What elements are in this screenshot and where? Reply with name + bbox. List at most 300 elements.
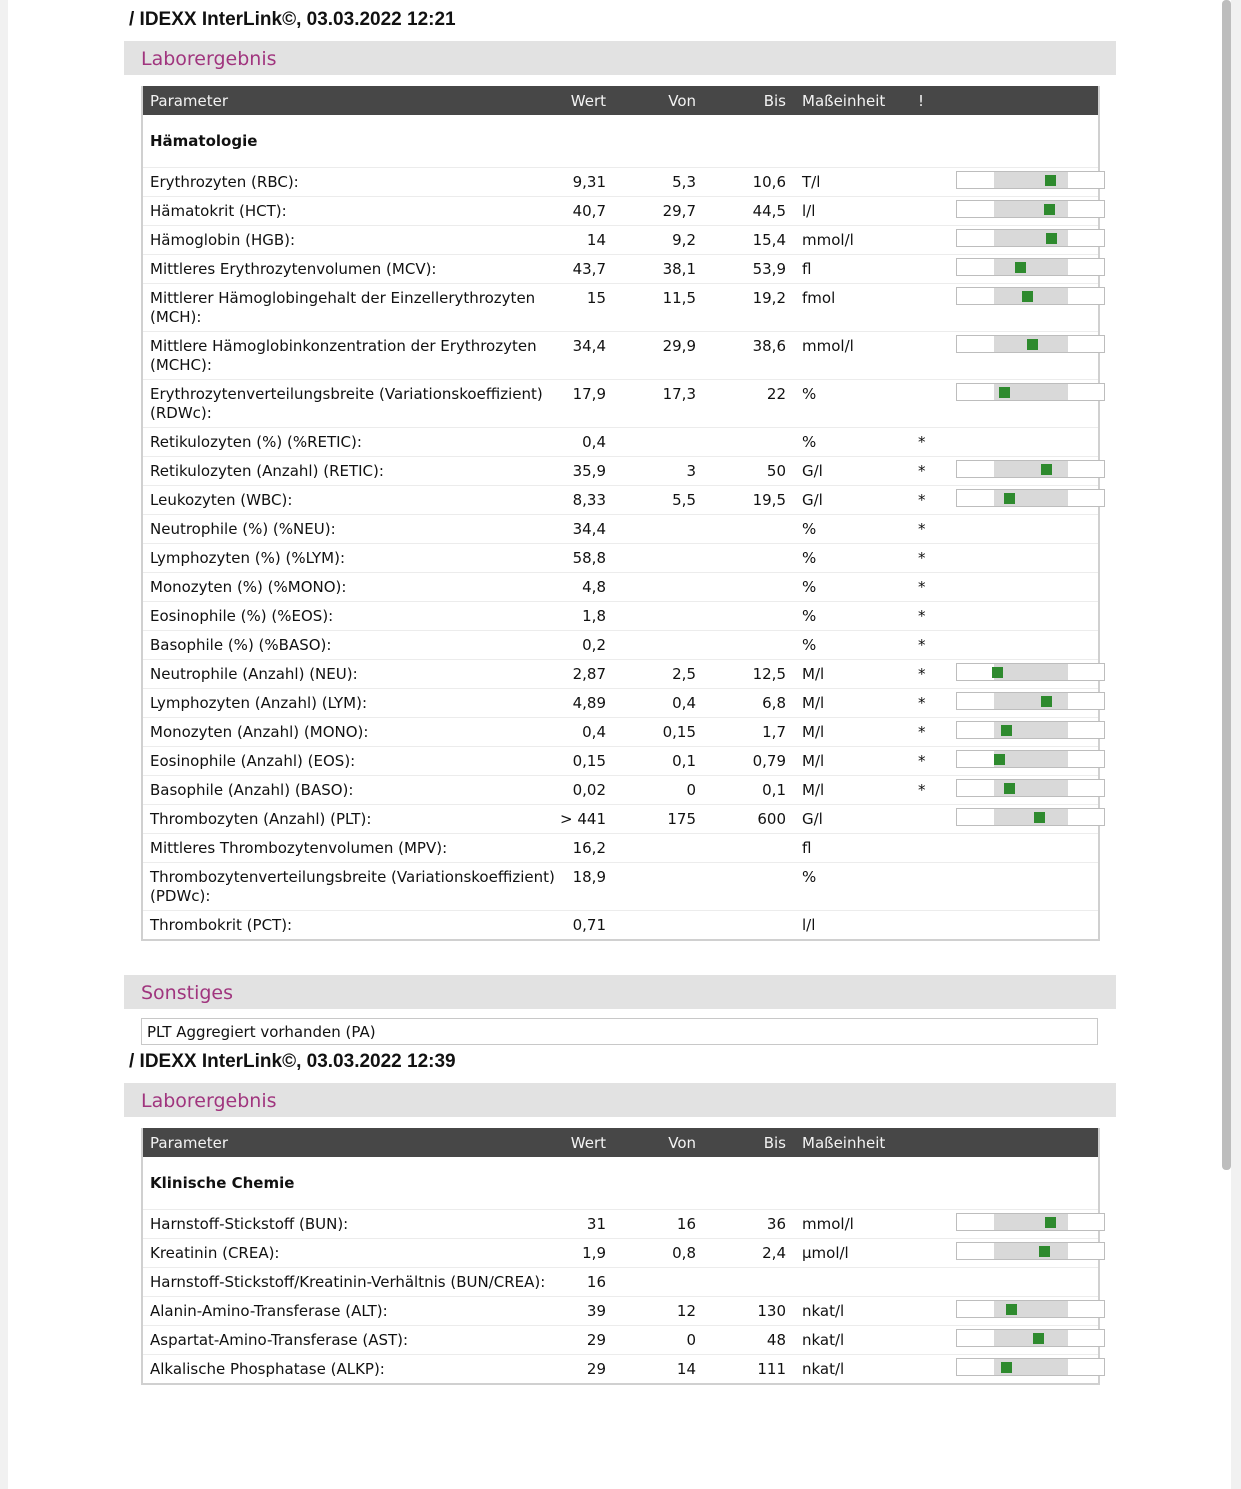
range-to: [696, 515, 786, 544]
flag: *: [916, 776, 956, 805]
range-bar: [956, 383, 1105, 401]
value: 34,4: [556, 332, 606, 380]
value: 0,4: [556, 428, 606, 457]
range-from: [606, 573, 696, 602]
value-marker: [1001, 725, 1012, 736]
range-bar-cell: [956, 428, 1099, 457]
range-bar-cell: [956, 284, 1099, 332]
unit: %: [786, 602, 916, 631]
value-marker: [1015, 262, 1026, 273]
table-row: [142, 573, 1099, 602]
range-bar: [956, 171, 1105, 189]
parameter-name: Leukozyten (WBC):: [142, 486, 556, 515]
range-bar-cell: [956, 332, 1099, 380]
parameter-name: Monozyten (Anzahl) (MONO):: [142, 718, 556, 747]
flag: [916, 805, 956, 834]
unit: µmol/l: [786, 1239, 916, 1268]
parameter-name: Retikulozyten (Anzahl) (RETIC):: [142, 457, 556, 486]
report-title-1: / IDEXX InterLink©, 03.03.2022 12:21: [129, 9, 456, 30]
range-to: [696, 428, 786, 457]
value: 34,4: [556, 515, 606, 544]
header-einheit: Maßeinheit: [786, 86, 916, 115]
unit: G/l: [786, 805, 916, 834]
range-from: [606, 544, 696, 573]
parameter-name: Hämoglobin (HGB):: [142, 226, 556, 255]
flag: *: [916, 515, 956, 544]
table-row: [142, 602, 1099, 631]
header-von: Von: [606, 1128, 696, 1157]
parameter-name: Thrombokrit (PCT):: [142, 911, 556, 941]
value: 39: [556, 1297, 606, 1326]
flag: [916, 226, 956, 255]
table-row: [142, 284, 1099, 332]
vertical-scrollbar[interactable]: [1222, 0, 1231, 1170]
value-marker: [1004, 493, 1015, 504]
table-row: [142, 1297, 1099, 1326]
range-bar-cell: [956, 805, 1099, 834]
range-bar-cell: [956, 776, 1099, 805]
range-to: [696, 863, 786, 911]
range-bar: [956, 692, 1105, 710]
flag: [916, 1355, 956, 1385]
value: 29: [556, 1326, 606, 1355]
value-marker: [1041, 696, 1052, 707]
value-marker: [1045, 175, 1056, 186]
range-from: 14: [606, 1355, 696, 1385]
value-marker: [999, 387, 1010, 398]
range-bar-cell: [956, 544, 1099, 573]
table-row: [142, 168, 1099, 197]
range-bar-cell: [956, 631, 1099, 660]
unit: G/l: [786, 457, 916, 486]
flag: *: [916, 428, 956, 457]
range-from: 0: [606, 776, 696, 805]
value-marker: [1004, 783, 1015, 794]
range-from: 17,3: [606, 380, 696, 428]
header-range-bar: [956, 86, 1099, 115]
value: 2,87: [556, 660, 606, 689]
parameter-name: Hämatokrit (HCT):: [142, 197, 556, 226]
value: 35,9: [556, 457, 606, 486]
range-to: 2,4: [696, 1239, 786, 1268]
parameter-name: Harnstoff-Stickstoff (BUN):: [142, 1210, 556, 1239]
parameter-name: Mittlerer Hämoglobingehalt der Einzellerythrozyten (MCH):: [142, 284, 556, 332]
flag: *: [916, 573, 956, 602]
unit: M/l: [786, 660, 916, 689]
range-to: 44,5: [696, 197, 786, 226]
parameter-name: Harnstoff-Stickstoff/Kreatinin-Verhältnis (BUN/CREA):: [142, 1268, 556, 1297]
range-to: 0,1: [696, 776, 786, 805]
section-title: Sonstiges: [141, 982, 234, 1004]
reference-range: [994, 201, 1068, 217]
parameter-name: Eosinophile (Anzahl) (EOS):: [142, 747, 556, 776]
flag: [916, 255, 956, 284]
range-to: 15,4: [696, 226, 786, 255]
range-to: 1,7: [696, 718, 786, 747]
range-to: 48: [696, 1326, 786, 1355]
range-bar-cell: [956, 1297, 1099, 1326]
flag: [916, 1268, 956, 1297]
flag: *: [916, 747, 956, 776]
range-from: 38,1: [606, 255, 696, 284]
parameter-name: Neutrophile (Anzahl) (NEU):: [142, 660, 556, 689]
parameter-name: Mittleres Thrombozytenvolumen (MPV):: [142, 834, 556, 863]
flag: [916, 1239, 956, 1268]
chemistry-results-table: [141, 1128, 1100, 1385]
unit: %: [786, 631, 916, 660]
reference-range: [994, 1243, 1068, 1259]
parameter-name: Erythrozyten (RBC):: [142, 168, 556, 197]
header-parameter: Parameter: [142, 1128, 556, 1157]
table-row: [142, 515, 1099, 544]
unit: M/l: [786, 689, 916, 718]
hematology-results-table: [141, 86, 1100, 941]
range-bar: [956, 287, 1105, 305]
range-bar-cell: [956, 1326, 1099, 1355]
range-from: 3: [606, 457, 696, 486]
flag: *: [916, 457, 956, 486]
table-row: [142, 1355, 1099, 1385]
table-row: [142, 863, 1099, 911]
parameter-name: Eosinophile (%) (%EOS):: [142, 602, 556, 631]
flag: [916, 1210, 956, 1239]
unit: M/l: [786, 718, 916, 747]
value: 0,02: [556, 776, 606, 805]
table-row: [142, 332, 1099, 380]
unit: M/l: [786, 776, 916, 805]
reference-range: [994, 809, 1068, 825]
range-to: 130: [696, 1297, 786, 1326]
range-bar: [956, 460, 1105, 478]
table-row: [142, 805, 1099, 834]
reference-range: [994, 259, 1068, 275]
range-bar: [956, 1213, 1105, 1231]
flag: [916, 380, 956, 428]
range-from: [606, 911, 696, 941]
range-bar-cell: [956, 1239, 1099, 1268]
range-bar-cell: [956, 911, 1099, 941]
range-to: [696, 573, 786, 602]
range-to: [696, 1268, 786, 1297]
unit: nkat/l: [786, 1297, 916, 1326]
range-from: [606, 428, 696, 457]
table-row: [142, 718, 1099, 747]
section-title: Laborergebnis: [141, 48, 277, 70]
table-header-row: [142, 1128, 1099, 1157]
value: 16,2: [556, 834, 606, 863]
table-row: [142, 428, 1099, 457]
range-from: 29,7: [606, 197, 696, 226]
unit: T/l: [786, 168, 916, 197]
range-to: 19,5: [696, 486, 786, 515]
flag: [916, 911, 956, 941]
flag: [916, 863, 956, 911]
range-bar-cell: [956, 380, 1099, 428]
flag: *: [916, 602, 956, 631]
value-marker: [1044, 204, 1055, 215]
unit: l/l: [786, 911, 916, 941]
flag: *: [916, 544, 956, 573]
range-to: 600: [696, 805, 786, 834]
range-from: 11,5: [606, 284, 696, 332]
range-to: [696, 834, 786, 863]
value-marker: [992, 667, 1003, 678]
section-header-laborergebnis-1: [124, 41, 1116, 75]
table-row: [142, 457, 1099, 486]
table-row: [142, 1239, 1099, 1268]
range-bar: [956, 1358, 1105, 1376]
parameter-name: Retikulozyten (%) (%RETIC):: [142, 428, 556, 457]
table-row: [142, 911, 1099, 941]
value: 15: [556, 284, 606, 332]
unit: %: [786, 428, 916, 457]
table-row: [142, 197, 1099, 226]
range-bar-cell: [956, 457, 1099, 486]
range-from: 0: [606, 1326, 696, 1355]
report-page: [8, 0, 1231, 1489]
value: 16: [556, 1268, 606, 1297]
range-from: [606, 602, 696, 631]
value: 1,8: [556, 602, 606, 631]
value: 9,31: [556, 168, 606, 197]
parameter-name: Basophile (Anzahl) (BASO):: [142, 776, 556, 805]
table-row: [142, 1268, 1099, 1297]
parameter-name: Monozyten (%) (%MONO):: [142, 573, 556, 602]
parameter-name: Aspartat-Amino-Transferase (AST):: [142, 1326, 556, 1355]
range-to: [696, 631, 786, 660]
range-bar: [956, 808, 1105, 826]
flag: [916, 1297, 956, 1326]
unit: fl: [786, 834, 916, 863]
unit: fmol: [786, 284, 916, 332]
reference-range: [994, 693, 1068, 709]
parameter-name: Alanin-Amino-Transferase (ALT):: [142, 1297, 556, 1326]
unit: %: [786, 515, 916, 544]
range-to: 6,8: [696, 689, 786, 718]
table-row: [142, 660, 1099, 689]
parameter-name: Erythrozytenverteilungsbreite (Variationskoeffizient) (RDWc):: [142, 380, 556, 428]
range-bar: [956, 1242, 1105, 1260]
group-row: [142, 1157, 1099, 1210]
parameter-name: Thrombozyten (Anzahl) (PLT):: [142, 805, 556, 834]
flag: [916, 284, 956, 332]
range-to: 10,6: [696, 168, 786, 197]
table-row: [142, 486, 1099, 515]
group-title: Hämatologie: [150, 131, 258, 150]
reference-range: [994, 1214, 1068, 1230]
range-bar: [956, 1329, 1105, 1347]
range-bar-cell: [956, 718, 1099, 747]
range-from: 16: [606, 1210, 696, 1239]
unit: G/l: [786, 486, 916, 515]
value: 29: [556, 1355, 606, 1385]
range-to: 111: [696, 1355, 786, 1385]
range-from: 5,3: [606, 168, 696, 197]
parameter-name: Neutrophile (%) (%NEU):: [142, 515, 556, 544]
value: > 441: [556, 805, 606, 834]
range-bar-cell: [956, 515, 1099, 544]
unit: fl: [786, 255, 916, 284]
range-bar-cell: [956, 486, 1099, 515]
value-marker: [1034, 812, 1045, 823]
value: 0,15: [556, 747, 606, 776]
value-marker: [1039, 1246, 1050, 1257]
unit: mmol/l: [786, 226, 916, 255]
header-parameter: Parameter: [142, 86, 556, 115]
range-from: [606, 863, 696, 911]
range-to: [696, 544, 786, 573]
header-bis: Bis: [696, 86, 786, 115]
range-bar: [956, 663, 1105, 681]
range-from: 29,9: [606, 332, 696, 380]
flag: *: [916, 689, 956, 718]
table-row: [142, 776, 1099, 805]
range-bar-cell: [956, 226, 1099, 255]
table-row: [142, 834, 1099, 863]
range-bar: [956, 489, 1105, 507]
section-header-laborergebnis-2: [124, 1083, 1116, 1117]
range-from: [606, 1268, 696, 1297]
range-from: 0,4: [606, 689, 696, 718]
value: 0,2: [556, 631, 606, 660]
value: 1,9: [556, 1239, 606, 1268]
value: 14: [556, 226, 606, 255]
parameter-name: Basophile (%) (%BASO):: [142, 631, 556, 660]
value: 31: [556, 1210, 606, 1239]
value-marker: [994, 754, 1005, 765]
value-marker: [1041, 464, 1052, 475]
range-bar-cell: [956, 168, 1099, 197]
unit: %: [786, 573, 916, 602]
value: 43,7: [556, 255, 606, 284]
flag: [916, 332, 956, 380]
parameter-name: Mittlere Hämoglobinkonzentration der Erythrozyten (MCHC):: [142, 332, 556, 380]
header-wert: Wert: [556, 1128, 606, 1157]
table-row: [142, 255, 1099, 284]
range-to: 38,6: [696, 332, 786, 380]
reference-range: [994, 1330, 1068, 1346]
range-to: 36: [696, 1210, 786, 1239]
parameter-name: Lymphozyten (Anzahl) (LYM):: [142, 689, 556, 718]
parameter-name: Mittleres Erythrozytenvolumen (MCV):: [142, 255, 556, 284]
range-from: 5,5: [606, 486, 696, 515]
header-bis: Bis: [696, 1128, 786, 1157]
group-title: Klinische Chemie: [150, 1173, 295, 1192]
value-marker: [1001, 1362, 1012, 1373]
value: 17,9: [556, 380, 606, 428]
unit: nkat/l: [786, 1326, 916, 1355]
range-to: [696, 602, 786, 631]
table-row: [142, 226, 1099, 255]
flag: *: [916, 631, 956, 660]
range-to: 12,5: [696, 660, 786, 689]
range-from: [606, 515, 696, 544]
value-marker: [1033, 1333, 1044, 1344]
header-einheit: Maßeinheit: [786, 1128, 916, 1157]
range-to: 0,79: [696, 747, 786, 776]
group-row: [142, 115, 1099, 168]
value: 18,9: [556, 863, 606, 911]
table-row: [142, 1210, 1099, 1239]
range-from: [606, 631, 696, 660]
range-to: [696, 911, 786, 941]
table-row: [142, 689, 1099, 718]
range-to: 22: [696, 380, 786, 428]
range-to: 53,9: [696, 255, 786, 284]
value-marker: [1045, 1217, 1056, 1228]
unit: [786, 1268, 916, 1297]
range-bar-cell: [956, 1355, 1099, 1385]
table-row: [142, 544, 1099, 573]
range-from: 9,2: [606, 226, 696, 255]
value: 4,8: [556, 573, 606, 602]
parameter-name: Thrombozytenverteilungsbreite (Variationskoeffizient) (PDWc):: [142, 863, 556, 911]
range-from: 0,8: [606, 1239, 696, 1268]
reference-range: [994, 172, 1068, 188]
value: 4,89: [556, 689, 606, 718]
unit: %: [786, 380, 916, 428]
section-title: Laborergebnis: [141, 1090, 277, 1112]
range-to: 50: [696, 457, 786, 486]
header-range-bar: [956, 1128, 1099, 1157]
flag: [916, 834, 956, 863]
range-bar-cell: [956, 1210, 1099, 1239]
range-bar: [956, 721, 1105, 739]
range-from: 0,1: [606, 747, 696, 776]
reference-range: [994, 664, 1068, 680]
value: 40,7: [556, 197, 606, 226]
header-flag: [916, 1128, 956, 1157]
value: 8,33: [556, 486, 606, 515]
unit: %: [786, 544, 916, 573]
range-bar-cell: [956, 747, 1099, 776]
unit: %: [786, 863, 916, 911]
flag: [916, 1326, 956, 1355]
header-flag: !: [916, 86, 956, 115]
parameter-name: Kreatinin (CREA):: [142, 1239, 556, 1268]
header-wert: Wert: [556, 86, 606, 115]
unit: l/l: [786, 197, 916, 226]
parameter-name: Alkalische Phosphatase (ALKP):: [142, 1355, 556, 1385]
table-row: [142, 380, 1099, 428]
value: 0,71: [556, 911, 606, 941]
range-bar-cell: [956, 689, 1099, 718]
flag: [916, 197, 956, 226]
value-marker: [1027, 339, 1038, 350]
unit: M/l: [786, 747, 916, 776]
table-row: [142, 747, 1099, 776]
range-from: 175: [606, 805, 696, 834]
flag: *: [916, 486, 956, 515]
range-bar-cell: [956, 1268, 1099, 1297]
flag: [916, 168, 956, 197]
range-from: 0,15: [606, 718, 696, 747]
value-marker: [1022, 291, 1033, 302]
other-note: PLT Aggregiert vorhanden (PA): [141, 1018, 1098, 1045]
range-bar-cell: [956, 660, 1099, 689]
range-bar-cell: [956, 602, 1099, 631]
value-marker: [1006, 1304, 1017, 1315]
range-bar: [956, 750, 1105, 768]
unit: nkat/l: [786, 1355, 916, 1385]
range-bar: [956, 200, 1105, 218]
range-to: 19,2: [696, 284, 786, 332]
flag: *: [916, 660, 956, 689]
range-bar-cell: [956, 573, 1099, 602]
report-title-2: / IDEXX InterLink©, 03.03.2022 12:39: [129, 1051, 456, 1072]
range-from: 2,5: [606, 660, 696, 689]
reference-range: [994, 461, 1068, 477]
